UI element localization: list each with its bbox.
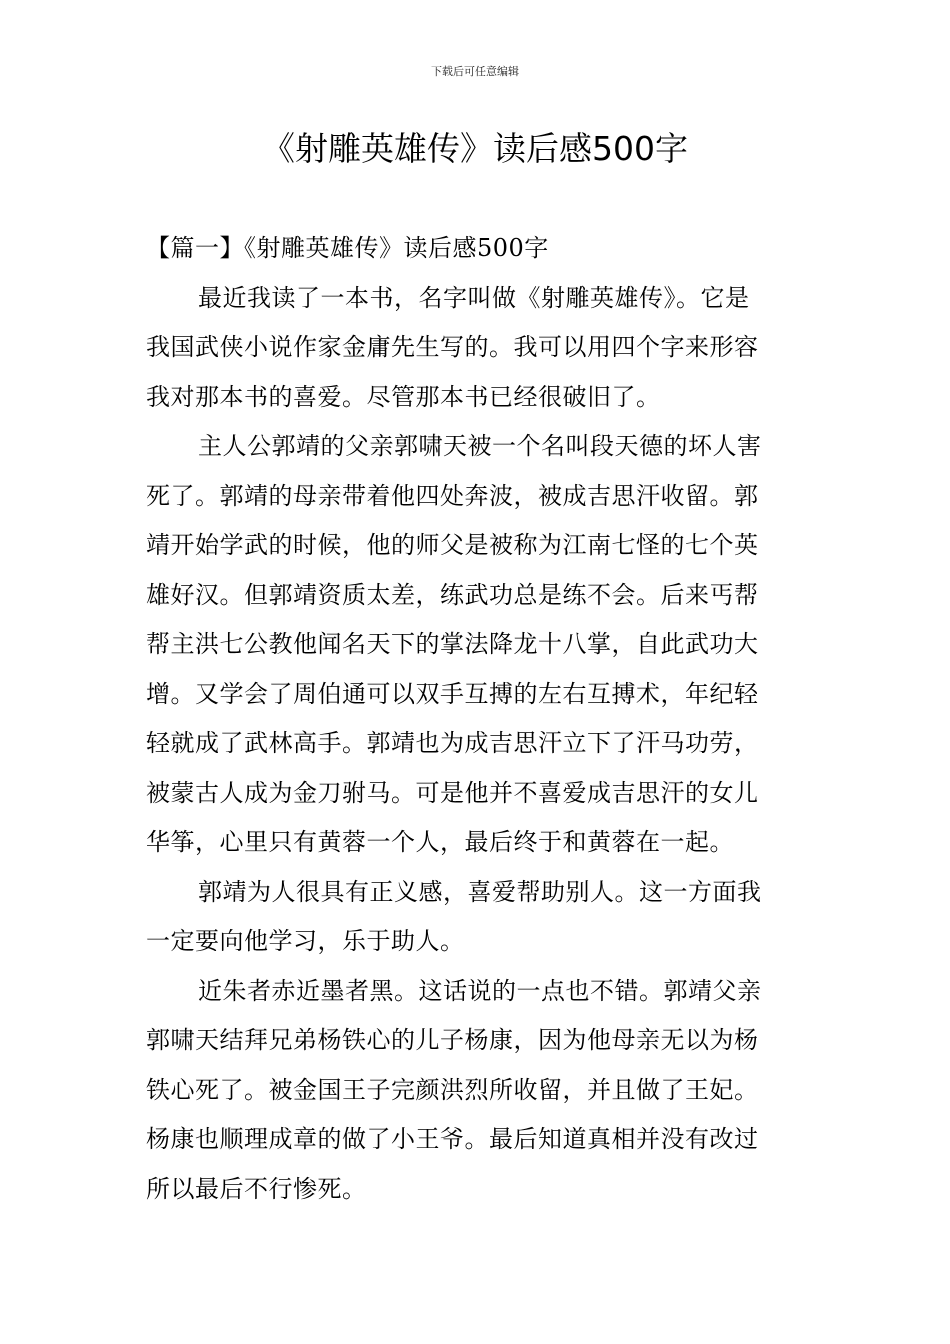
paragraph-3 — [146, 868, 806, 967]
paragraph-line: 我对那本书的喜爱。尽管那本书已经很破旧了。 — [146, 382, 661, 411]
section-heading: 【篇一】《射雕英雄传》读后感500字 — [146, 234, 549, 262]
paragraph-line: 郭啸天结拜兄弟杨铁心的儿子杨康，因为他母亲无以为杨 — [146, 1026, 759, 1054]
paragraph-line: 杨康也顺理成章的做了小王爷。最后知道真相并没有改过 — [146, 1125, 759, 1153]
paragraph-line: 轻就成了武林高手。郭靖也为成吉思汗立下了汗马功劳， — [146, 729, 759, 757]
paragraph-2 — [146, 422, 806, 868]
paragraph-line: 近朱者赤近墨者黑。这话说的一点也不错。郭靖父亲 — [198, 976, 762, 1005]
document-title: 《射雕英雄传》读后感500字 — [262, 129, 688, 168]
paragraph-line: 被蒙古人成为金刀驸马。可是他并不喜爱成吉思汗的女儿 — [146, 778, 759, 807]
paragraph-line: 增。又学会了周伯通可以双手互搏的左右互搏术，年纪轻 — [146, 679, 759, 708]
paragraph-line: 一定要向他学习，乐于助人。 — [146, 927, 465, 955]
paragraph-line: 铁心死了。被金国王子完颜洪烈所收留，并且做了王妃。 — [146, 1075, 759, 1104]
header-note: 下载后可任意编辑 — [431, 65, 519, 78]
paragraph-line: 雄好汉。但郭靖资质太差，练武功总是练不会。后来丐帮 — [146, 580, 759, 609]
document-body — [146, 224, 806, 1214]
paragraph-line: 最近我读了一本书，名字叫做《射雕英雄传》。它是 — [198, 283, 750, 312]
paragraph-line: 帮主洪七公教他闻名天下的掌法降龙十八掌，自此武功大 — [146, 630, 759, 658]
paragraph-4 — [146, 967, 806, 1215]
paragraph-1 — [146, 274, 806, 423]
paragraph-line: 死了。郭靖的母亲带着他四处奔波，被成吉思汗收留。郭 — [146, 481, 759, 510]
paragraph-line: 华筝，心里只有黄蓉一个人，最后终于和黄蓉在一起。 — [146, 828, 734, 856]
paragraph-line: 靖开始学武的时候，他的师父是被称为江南七怪的七个英 — [146, 531, 759, 559]
paragraph-line: 我国武侠小说作家金庸先生写的。我可以用四个字来形容 — [146, 333, 759, 361]
paragraph-line: 郭靖为人很具有正义感，喜爱帮助别人。这一方面我 — [198, 877, 762, 906]
paragraph-line: 主人公郭靖的父亲郭啸天被一个名叫段天德的坏人害 — [198, 432, 762, 460]
paragraph-line: 所以最后不行惨死。 — [146, 1174, 367, 1203]
